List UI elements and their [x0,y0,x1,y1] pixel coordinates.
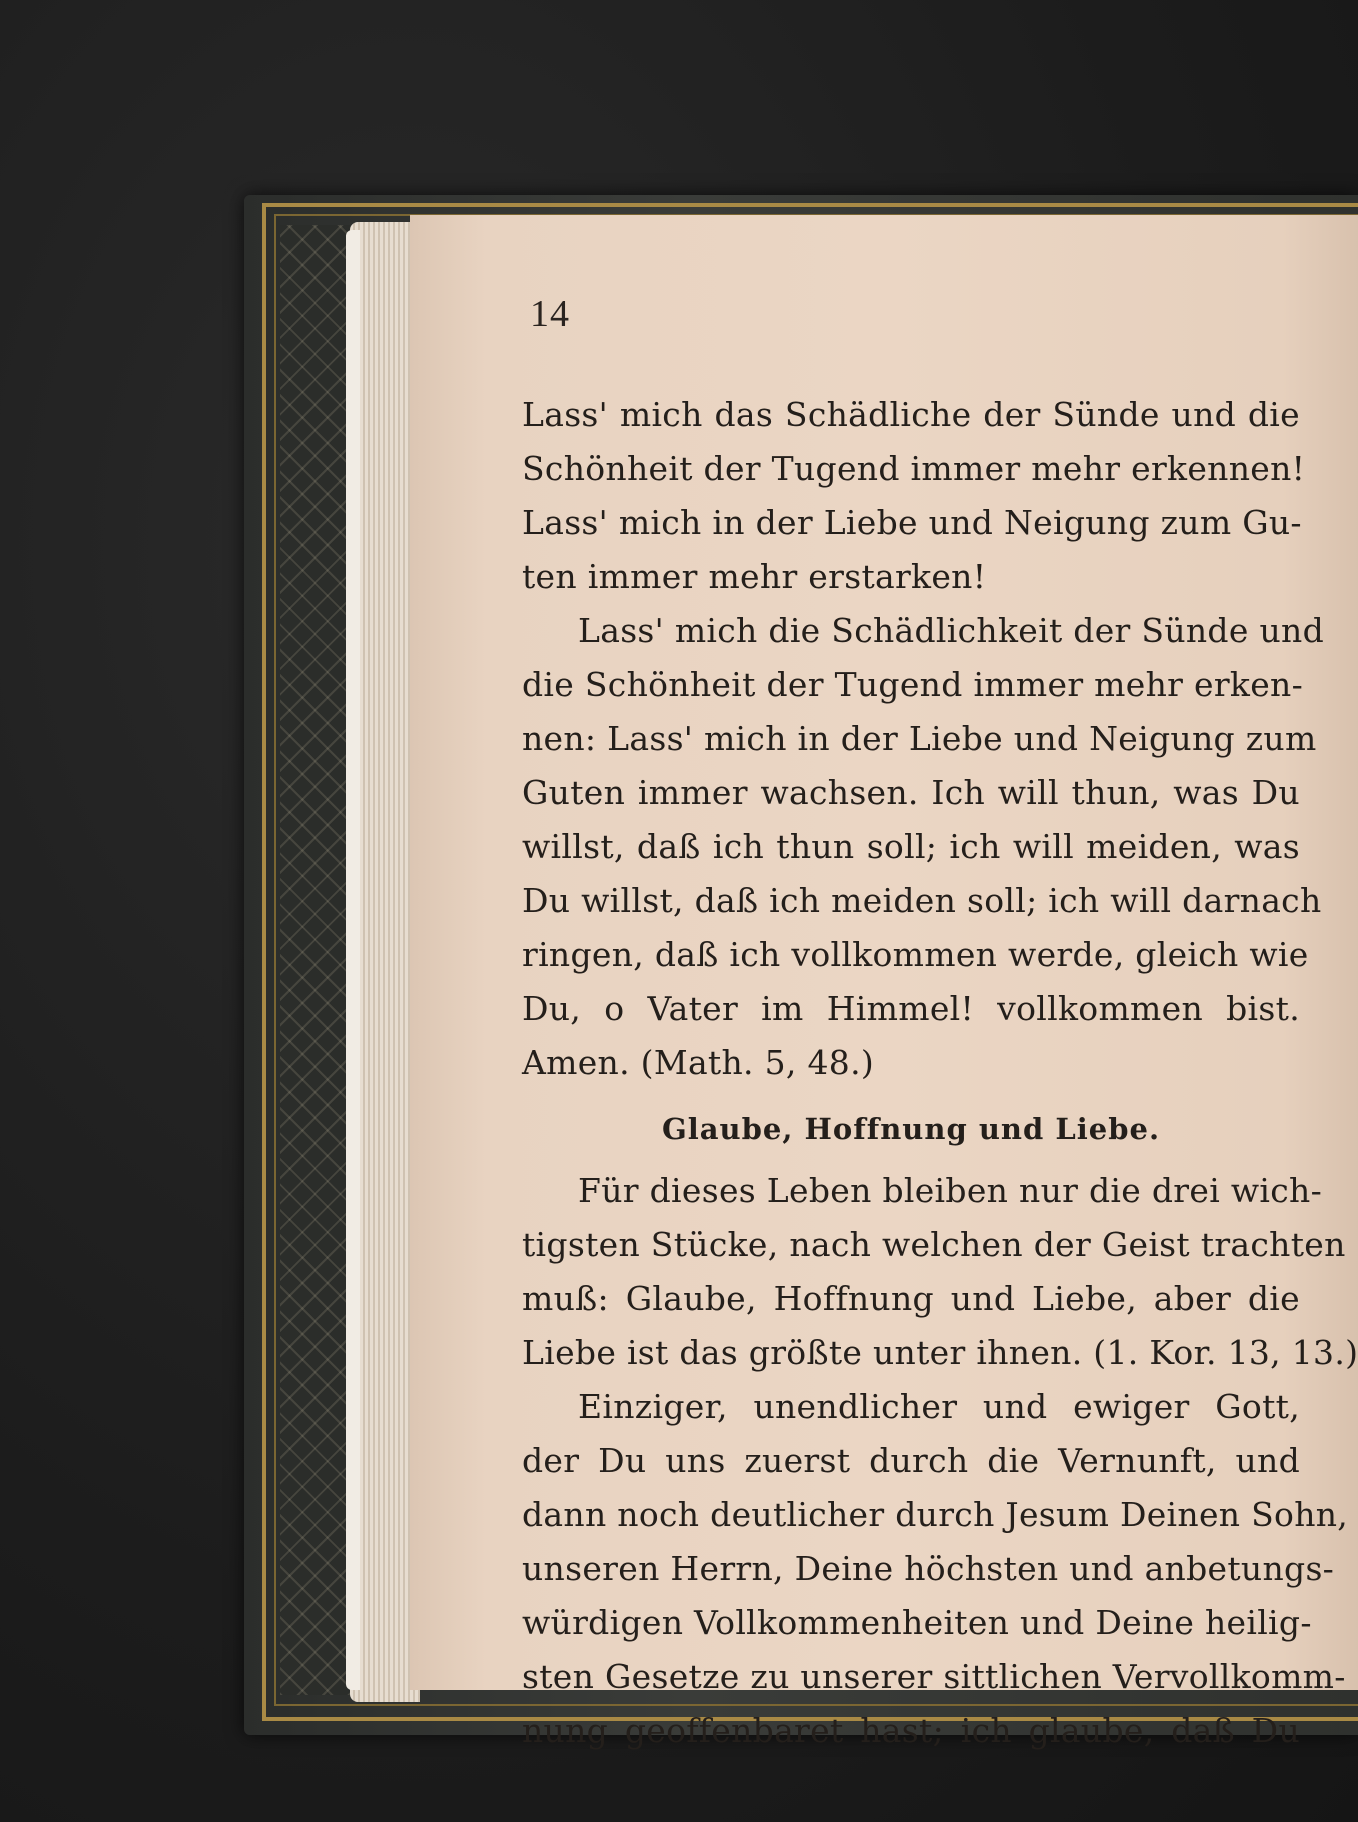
text-line: Lass' mich die Schädlichkeit der Sünde und [578,611,1325,650]
text-line: ringen, daß ich vollkommen werde, gleich wie [522,935,1309,974]
text-line: Lass' mich das Schädliche der Sünde und die [522,395,1300,434]
text-line: muß: Glaube, Hoffnung und Liebe, aber die [522,1279,1300,1318]
text-line: Liebe ist das größte unter ihnen. (1. Kor. 13, 13.) [522,1333,1358,1372]
text-line: Du willst, daß ich meiden soll; ich will darnach [522,881,1322,920]
text-line: ten immer mehr erstarken! [522,557,987,596]
text-line: Amen. (Math. 5, 48.) [522,1043,875,1082]
text-line: nung geoffenbaret hast; ich glaube, daß Du [522,1711,1300,1750]
text-line: die Schönheit der Tugend immer mehr erken- [522,665,1304,704]
text-line: dann noch deutlicher durch Jesum Deinen Sohn, [522,1495,1349,1534]
text-line: Schönheit der Tugend immer mehr erkennen! [522,449,1306,488]
text-line: unseren Herrn, Deine höchsten und anbetungs- [522,1549,1335,1588]
text-line: würdigen Vollkommenheiten und Deine heilig- [522,1603,1312,1642]
text-line: nen: Lass' mich in der Liebe und Neigung zum [522,719,1317,758]
text-line: willst, daß ich thun soll; ich will meiden, was [522,827,1300,866]
section-heading: Glaube, Hoffnung und Liebe. [661,1112,1161,1146]
text-line: der Du uns zuerst durch die Vernunft, und [522,1441,1300,1480]
text-line: Für dieses Leben bleiben nur die drei wich- [578,1171,1323,1210]
text-line: Guten immer wachsen. Ich will thun, was Du [522,773,1300,812]
page-text [522,388,1358,1758]
text-line: Lass' mich in der Liebe und Neigung zum Gu- [522,503,1302,542]
page-edge-highlight [346,230,360,1690]
text-line: sten Gesetze zu unserer sittlichen Vervollkomm- [522,1657,1346,1696]
cover-ornament [280,225,350,1695]
page-number: 14 [530,293,570,335]
text-line: Einziger, unendlicher und ewiger Gott, [578,1387,1300,1426]
text-line: tigsten Stücke, nach welchen der Geist trachten [522,1225,1346,1264]
text-line: Du, o Vater im Himmel! vollkommen bist. [522,989,1300,1028]
